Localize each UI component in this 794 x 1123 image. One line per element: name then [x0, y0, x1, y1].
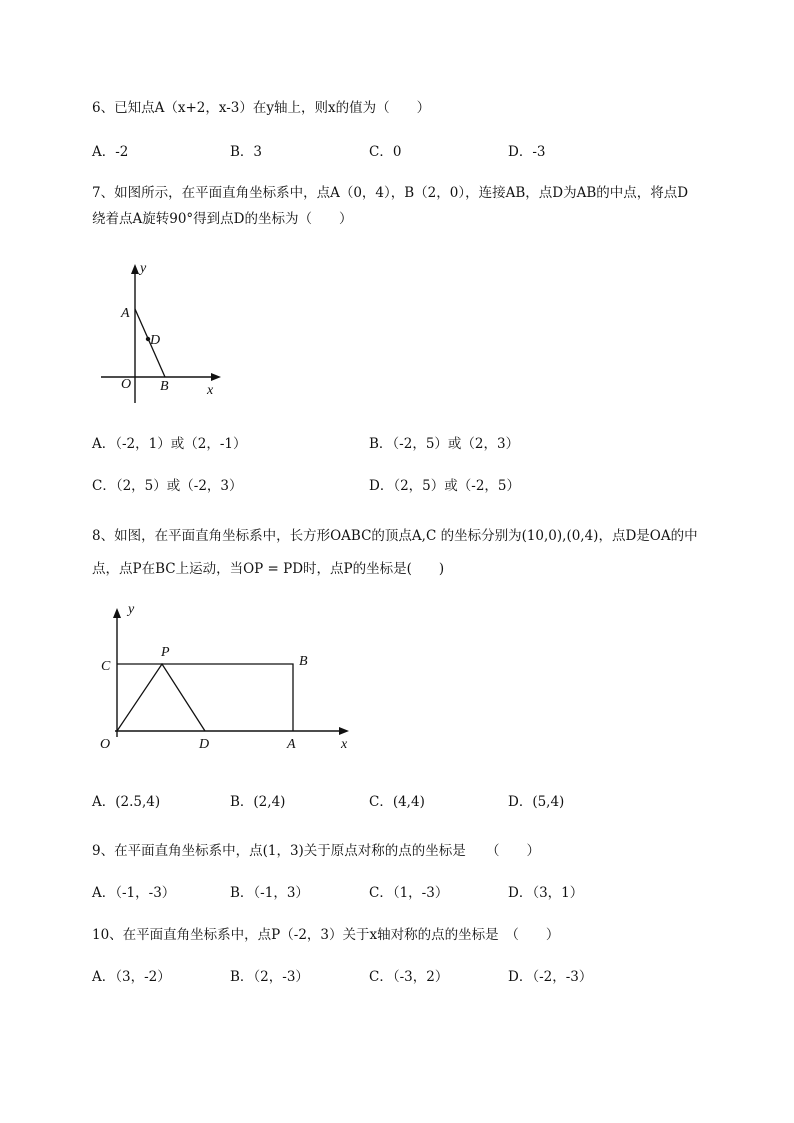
question-7-stem-line-1: 7、如图所示，在平面直角坐标系中，点A（0，4），B（2，0），连接AB，点D为AB的中点，将点D	[92, 185, 689, 201]
q8-coordinate-figure	[95, 597, 360, 757]
q8-option-d: D．(5,4)	[508, 794, 565, 810]
q6-option-d: D．-3	[508, 144, 546, 160]
question-10-stem: 10、在平面直角坐标系中，点P（-2，3）关于x轴对称的点的坐标是 （ ）	[92, 927, 560, 943]
q8-y-arrow	[113, 608, 121, 618]
q9-option-b: B．（-1，3）	[230, 885, 309, 901]
q7-option-b: B．（-2，5）或（2，3）	[369, 436, 520, 452]
question-8-stem-line-2: 点，点P在BC上运动，当OP = PD时，点P的坐标是( )	[92, 561, 445, 577]
q8-label-p: P	[161, 645, 170, 660]
q7-label-x: x	[207, 383, 214, 398]
question-7-stem-line-2: 绕着点A旋转90°得到点D的坐标为（ ）	[92, 211, 353, 227]
q8-label-d: D	[199, 737, 210, 752]
q7-label-a: A	[121, 306, 130, 321]
q6-option-b: B．3	[230, 144, 263, 160]
q7-option-a: A．（-2，1）或（2，-1）	[92, 436, 247, 452]
q10-option-c: C．（-3，2）	[369, 969, 449, 985]
q7-option-c: C．（2，5）或（-2，3）	[92, 478, 243, 494]
q8-label-x: x	[341, 737, 348, 752]
q7-x-arrow	[211, 373, 221, 381]
q6-option-a: A．-2	[92, 144, 129, 160]
q10-option-b: B．（2，-3）	[230, 969, 309, 985]
q8-label-b: B	[299, 654, 308, 669]
q8-label-a: A	[287, 737, 296, 752]
q6-option-c: C．0	[369, 144, 402, 160]
q8-label-y: y	[128, 602, 135, 617]
q8-option-a: A．(2.5,4)	[92, 794, 161, 810]
q8-triangle-opd	[117, 664, 205, 731]
q8-x-arrow	[339, 727, 349, 735]
q8-rectangle-oabc	[117, 664, 293, 731]
q10-option-d: D．（-2，-3）	[508, 969, 593, 985]
q8-label-o: O	[100, 737, 111, 752]
q7-y-arrow	[131, 264, 139, 274]
q9-option-c: C．（1，-3）	[369, 885, 449, 901]
q7-option-d: D．（2，5）或（-2，5）	[369, 478, 520, 494]
question-6-stem: 6、已知点A（x+2，x-3）在y轴上，则x的值为（ ）	[92, 100, 431, 116]
q7-label-b: B	[160, 379, 169, 394]
q7-label-y: y	[140, 261, 147, 276]
question-9-stem: 9、在平面直角坐标系中，点(1，3)关于原点对称的点的坐标是 （ ）	[92, 843, 541, 859]
q7-label-d: D	[150, 333, 161, 348]
q7-label-o: O	[121, 377, 132, 392]
q8-option-c: C．(4,4)	[369, 794, 425, 810]
q9-option-d: D．（3，1）	[508, 885, 584, 901]
question-8-stem-line-1: 8、如图，在平面直角坐标系中，长方形OABC的顶点A,C 的坐标分别为(10,0),(0,4)，点D是OA的中	[92, 528, 698, 544]
q10-option-a: A．（3，-2）	[92, 969, 171, 985]
q9-option-a: A．（-1，-3）	[92, 885, 176, 901]
q8-label-c: C	[101, 659, 111, 674]
q8-option-b: B．(2,4)	[230, 794, 286, 810]
q7-coordinate-figure	[95, 255, 235, 405]
